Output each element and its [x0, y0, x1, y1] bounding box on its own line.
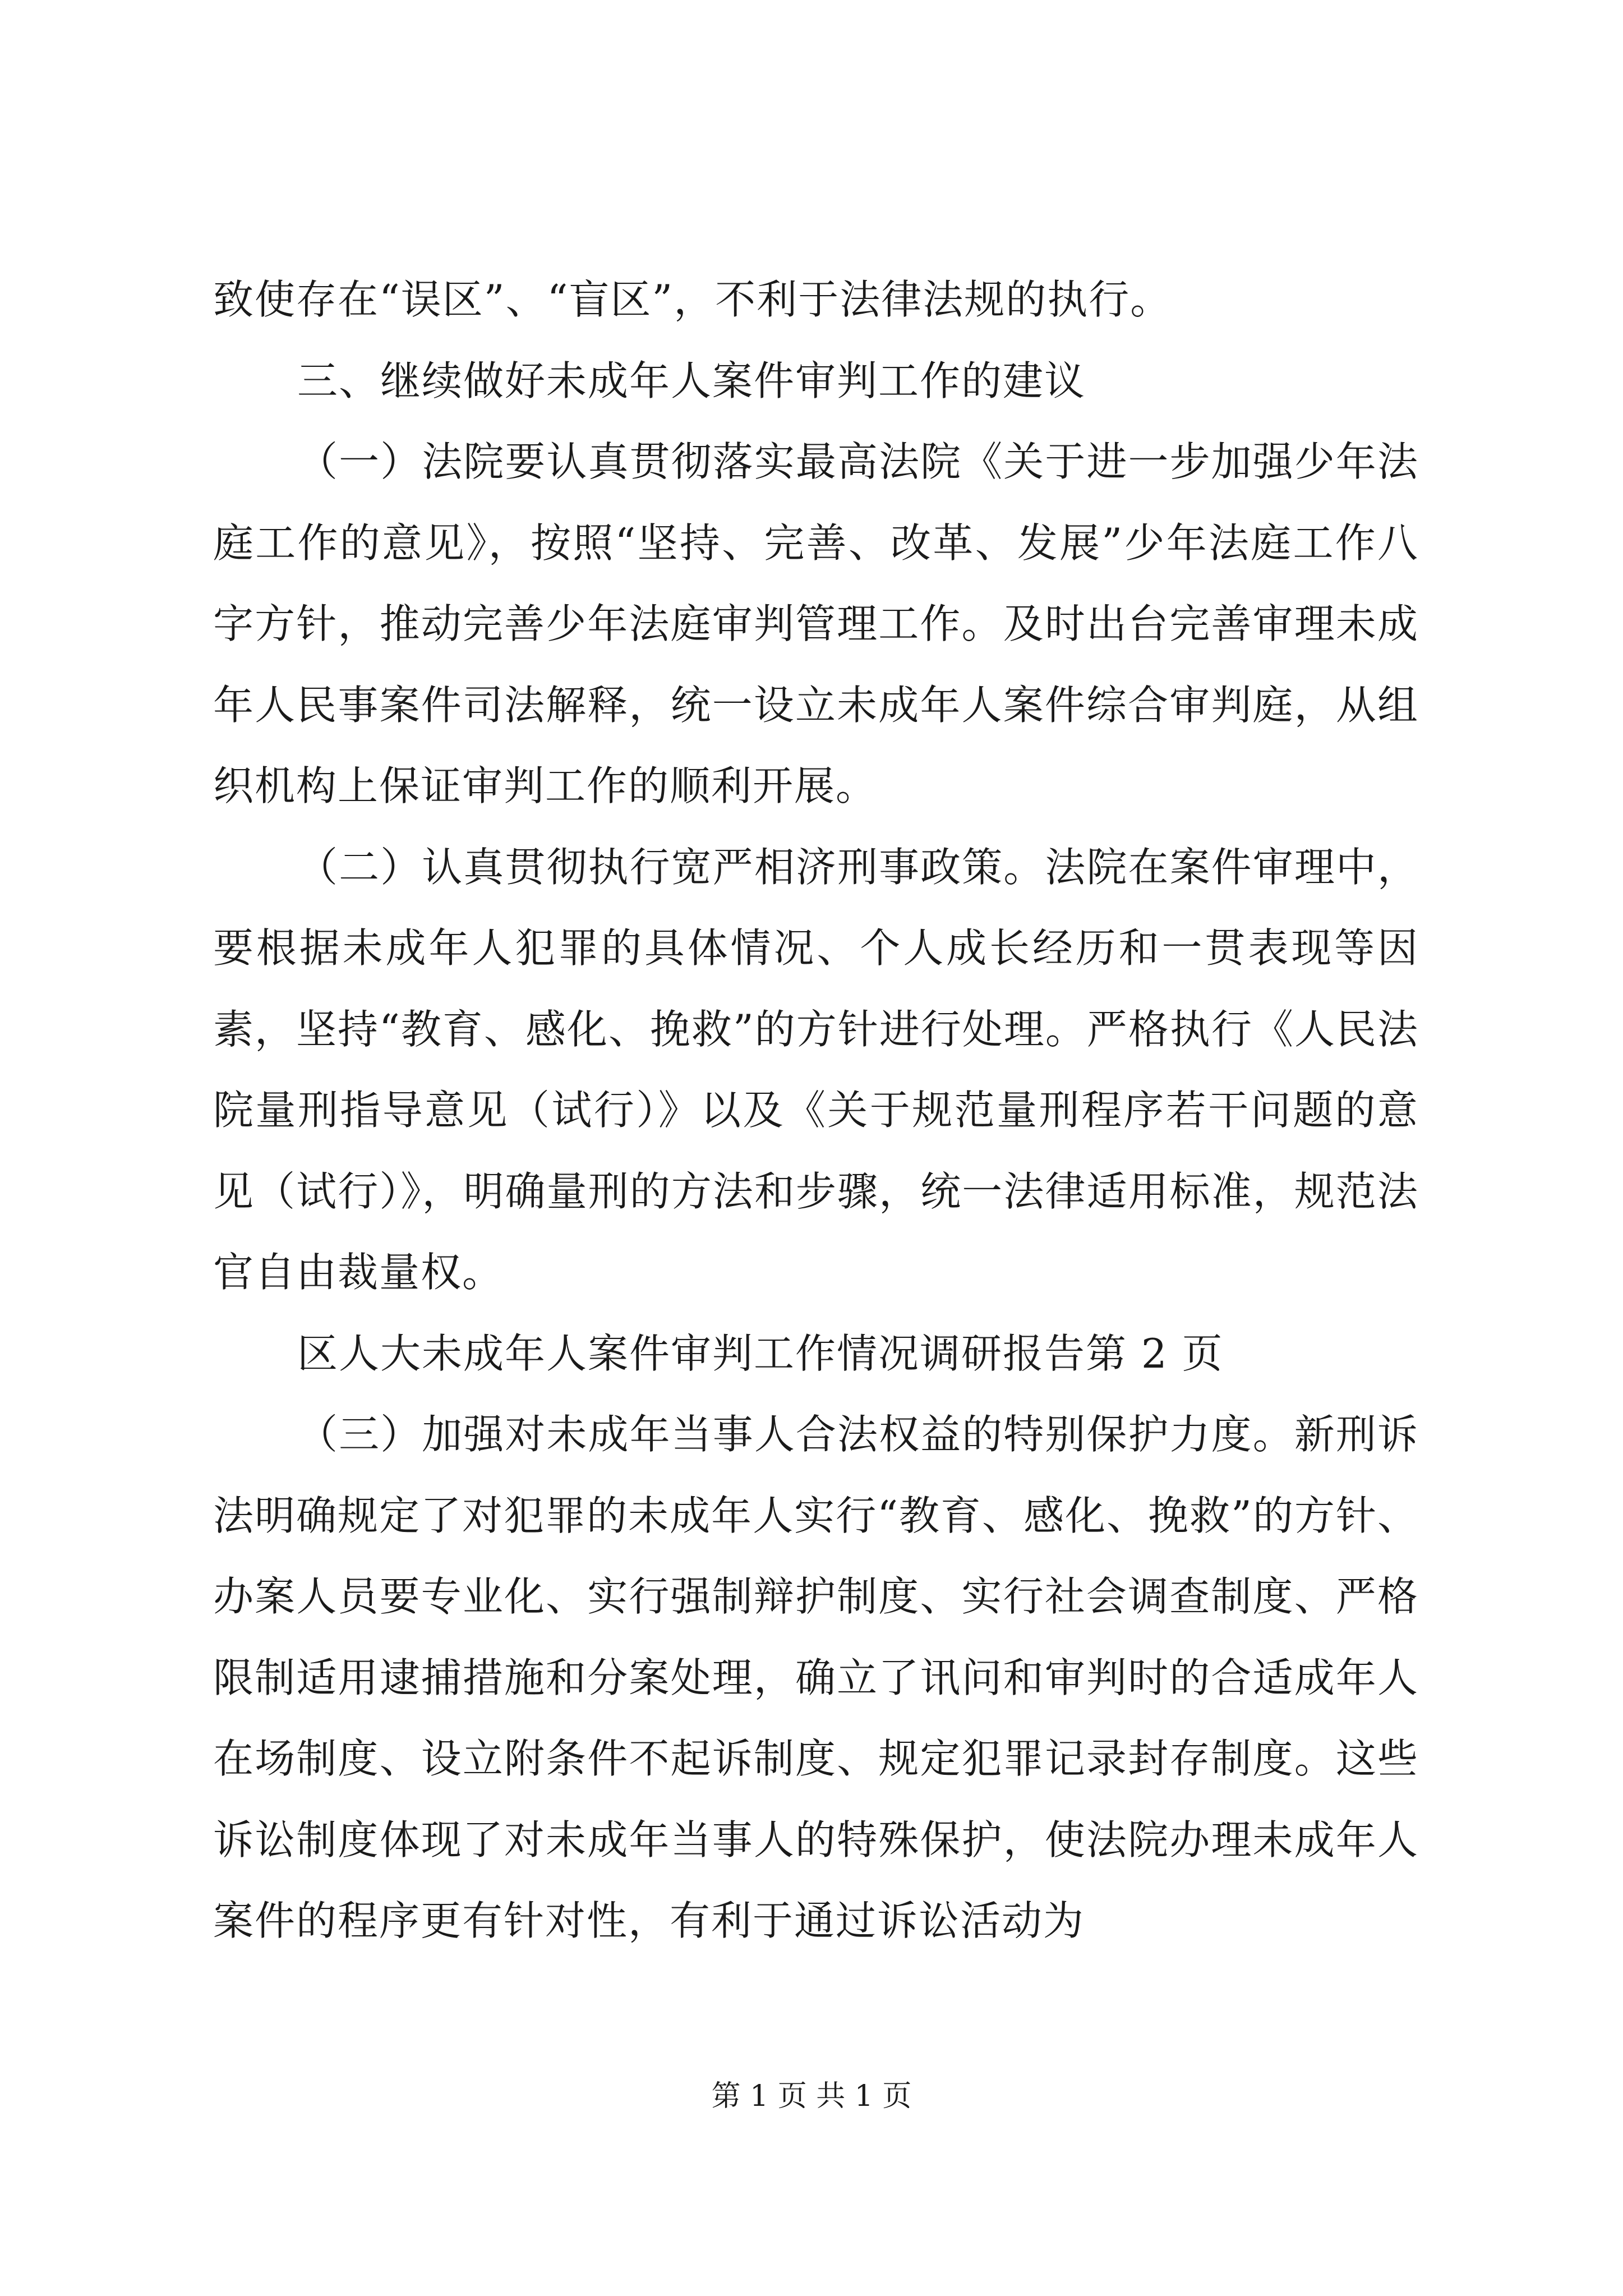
paragraph-continuation: 致使存在“误区”、“盲区”，不利于法律法规的执行。: [213, 276, 1172, 323]
paragraph-suggestion-3: （三）加强对未成年当事人合法权益的特别保护力度。新刑诉法明确规定了对犯罪的未成年人实行“教育、感化、挽救”的方针、办案人员要专业化、实行强制辩护制度、实行社会调查制度、严格限制适用逮捕措施和分案处理，确立了讯问和审判时的合适成年人在场制度、设立附条件不起诉制度、规定犯罪记录封存制度。这些诉讼制度体现了对未成年当事人的特殊保护，使法院办理未成年人案件的程序更有针对性，有利于通过诉讼活动为: [213, 1411, 1419, 1944]
page-marker-line: 区人大未成年人案件审判工作情况调研报告第 2 页: [297, 1329, 1224, 1377]
paragraph-suggestion-1: （一）法院要认真贯彻落实最高法院《关于进一步加强少年法庭工作的意见》，按照“坚持、完善、改革、发展”少年法庭工作八字方针，推动完善少年法庭审判管理工作。及时出台完善审理未成年人民事案件司法解释，统一设立未成年人案件综合审判庭，从组织机构上保证审判工作的顺利开展。: [213, 438, 1419, 809]
page-footer: 第 1 页 共 1 页: [711, 2079, 912, 2113]
paragraph-suggestion-2: （二）认真贯彻执行宽严相济刑事政策。法院在案件审理中，要根据未成年人犯罪的具体情况、个人成长经历和一贯表现等因素，坚持“教育、感化、挽救”的方针进行处理。严格执行《人民法院量刑指导意见（试行）》以及《关于规范量刑程序若干问题的意见（试行）》，明确量刑的方法和步骤，统一法律适用标准，规范法官自由裁量权。: [213, 843, 1419, 1296]
section-heading: 三、继续做好未成年人案件审判工作的建议: [297, 357, 1086, 404]
document-body: [213, 259, 1419, 1962]
